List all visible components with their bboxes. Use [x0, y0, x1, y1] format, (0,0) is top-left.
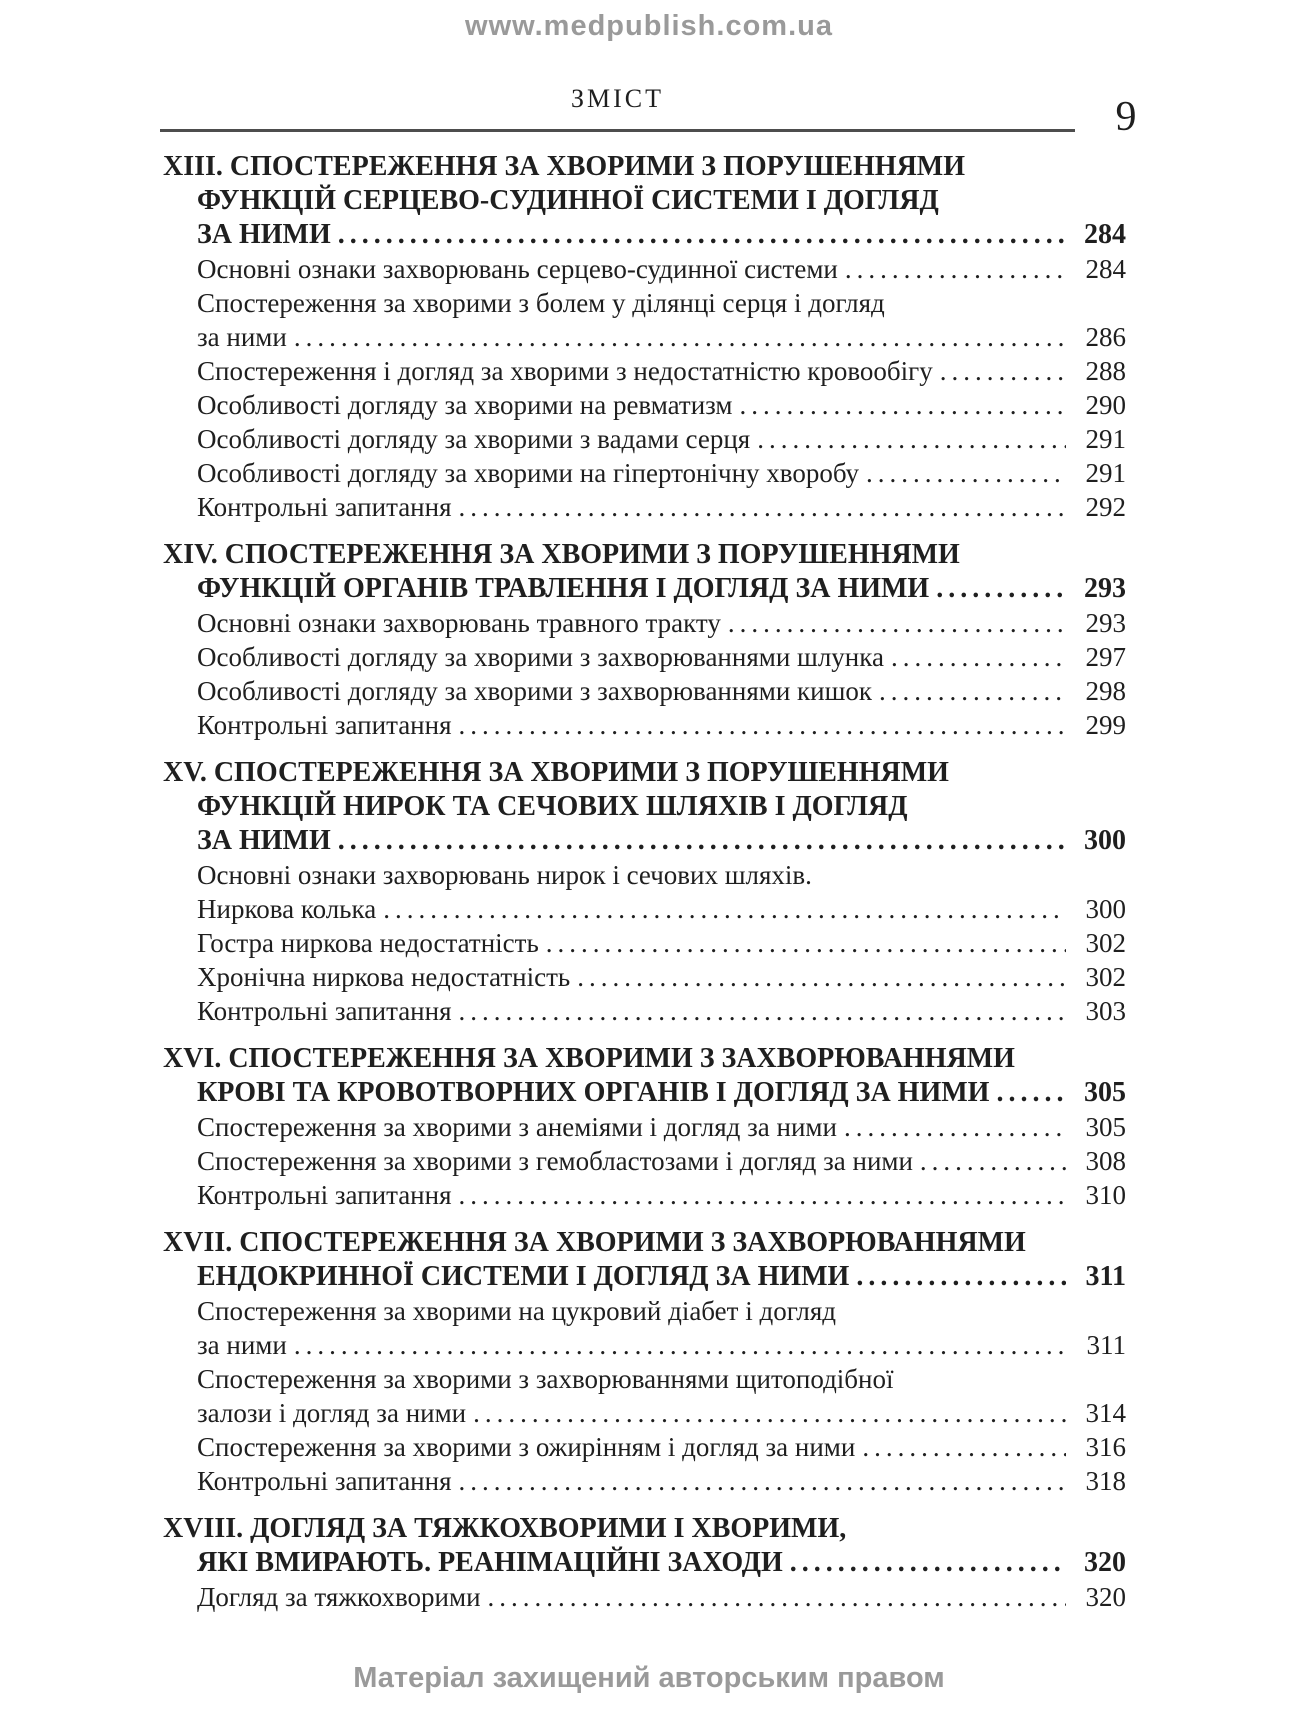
dot-leader — [459, 490, 1067, 524]
toc-entry-text: XIII. СПОСТЕРЕЖЕННЯ ЗА ХВОРИМИ З ПОРУШЕННЯМИ — [163, 151, 965, 182]
toc-page-number: 314 — [1085, 1398, 1126, 1428]
toc-entry — [163, 892, 1126, 926]
toc-entry — [163, 994, 1126, 1028]
toc-entry-text: КРОВІ ТА КРОВОТВОРНИХ ОРГАНІВ І ДОГЛЯД ЗА НИМИ — [197, 1077, 990, 1108]
toc-entry — [163, 1580, 1126, 1614]
toc-entry-text: Спостереження за хворими з захворюваннями щитоподібної — [197, 1364, 894, 1394]
toc-page-number: 291 — [1085, 458, 1126, 488]
dot-leader — [856, 1260, 1066, 1294]
dot-leader — [383, 892, 1066, 926]
toc-entry-text: Контрольні запитання — [197, 492, 452, 522]
toc-entry — [163, 456, 1126, 490]
copyright-watermark-footer: Матеріал захищений авторським правом — [353, 1662, 945, 1694]
dot-leader — [862, 1430, 1066, 1464]
toc-section-heading-line — [163, 824, 1126, 858]
toc-page-number: 305 — [1085, 1112, 1126, 1142]
toc-entry-text: ЗА НИМИ — [197, 825, 331, 856]
publisher-watermark-header: www.medpublish.com.ua — [465, 10, 833, 42]
toc-page-number: 310 — [1085, 1180, 1126, 1210]
toc-section-heading-line — [163, 1042, 1126, 1076]
dot-leader — [844, 1110, 1066, 1144]
dot-leader — [891, 640, 1066, 674]
toc-entry-text: XVI. СПОСТЕРЕЖЕННЯ ЗА ХВОРИМИ З ЗАХВОРЮВАННЯМИ — [163, 1043, 1015, 1074]
toc-entry-text: Особливості догляду за хворими з вадами серця — [197, 424, 751, 454]
toc-entry — [163, 606, 1126, 640]
toc-entry-text: XVII. СПОСТЕРЕЖЕННЯ ЗА ХВОРИМИ З ЗАХВОРЮВАННЯМИ — [163, 1227, 1026, 1258]
toc-entry — [163, 1144, 1126, 1178]
dot-leader — [866, 456, 1066, 490]
toc-entry — [163, 640, 1126, 674]
toc-entry-text: Контрольні запитання — [197, 1466, 452, 1496]
toc-entry-text: Особливості догляду за хворими на гіпертонічну хворобу — [197, 458, 860, 488]
toc-entry — [163, 320, 1126, 354]
toc-page-number: 316 — [1085, 1432, 1126, 1462]
dot-leader — [936, 572, 1066, 606]
dot-leader — [459, 1464, 1067, 1498]
toc-entry-text: XVIII. ДОГЛЯД ЗА ТЯЖКОХВОРИМИ І ХВОРИМИ, — [163, 1513, 847, 1544]
toc-entry — [163, 674, 1126, 708]
dot-leader — [740, 388, 1066, 422]
dot-leader — [996, 1076, 1066, 1110]
toc-entry — [163, 252, 1126, 286]
dot-leader — [294, 1328, 1066, 1362]
toc-section-heading-line — [163, 184, 1126, 218]
toc-entry — [163, 1178, 1126, 1212]
toc-page-number: 302 — [1085, 962, 1126, 992]
toc-entry-text: Основні ознаки захворювань серцево-судинної системи — [197, 254, 838, 284]
toc-section-heading-line — [163, 150, 1126, 184]
dot-leader — [757, 422, 1066, 456]
toc-page-number: 291 — [1085, 424, 1126, 454]
folio-page-number: 9 — [1115, 94, 1137, 140]
toc-entry — [163, 286, 1126, 320]
toc-entry — [163, 1328, 1126, 1362]
toc-page-number: 284 — [1085, 254, 1126, 284]
toc-page-number: 311 — [1085, 1261, 1126, 1292]
dot-leader — [546, 926, 1066, 960]
toc-section-heading-line — [163, 218, 1126, 252]
dot-leader — [459, 708, 1067, 742]
toc-section-heading-line — [163, 1076, 1126, 1110]
toc-page-number: 300 — [1085, 894, 1126, 924]
toc-entry-text: Особливості догляду за хворими з захворюваннями шлунка — [197, 642, 884, 672]
dot-leader — [459, 1178, 1067, 1212]
toc-section-heading-line — [163, 1260, 1126, 1294]
toc-entry-text: ФУНКЦІЙ СЕРЦЕВО-СУДИННОЇ СИСТЕМИ І ДОГЛЯД — [197, 185, 939, 216]
toc-entry-text: Хронічна ниркова недостатність — [197, 962, 571, 992]
toc-page-number: 318 — [1085, 1466, 1126, 1496]
toc-entry-text: Контрольні запитання — [197, 710, 452, 740]
toc-entry-text: Особливості догляду за хворими на ревматизм — [197, 390, 733, 420]
toc-entry-text: XIV. СПОСТЕРЕЖЕННЯ ЗА ХВОРИМИ З ПОРУШЕННЯМИ — [163, 539, 960, 570]
toc-entry-text: ФУНКЦІЙ НИРОК ТА СЕЧОВИХ ШЛЯХІВ І ДОГЛЯД — [197, 791, 908, 822]
dot-leader — [790, 1546, 1066, 1580]
toc-entry-text: Особливості догляду за хворими з захворюваннями кишок — [197, 676, 873, 706]
toc-entry-text: ЯКІ ВМИРАЮТЬ. РЕАНІМАЦІЙНІ ЗАХОДИ — [197, 1547, 783, 1578]
toc-entry — [163, 708, 1126, 742]
toc-page-number: 311 — [1086, 1330, 1126, 1360]
toc-entry-text: Гостра ниркова недостатність — [197, 928, 539, 958]
toc-entry — [163, 1362, 1126, 1396]
toc-page-number: 284 — [1084, 219, 1126, 250]
toc-entry-text: ФУНКЦІЙ ОРГАНІВ ТРАВЛЕННЯ І ДОГЛЯД ЗА НИМИ — [197, 573, 930, 604]
toc-section-heading-line — [163, 1512, 1126, 1546]
dot-leader — [338, 218, 1066, 252]
toc-section-heading-line — [163, 1546, 1126, 1580]
toc-entry — [163, 960, 1126, 994]
dot-leader — [473, 1396, 1066, 1430]
toc-entry — [163, 1430, 1126, 1464]
toc-entry-text: Ниркова колька — [197, 894, 377, 924]
toc-entry-text: Спостереження і догляд за хворими з недостатністю кровообігу — [197, 356, 933, 386]
toc-page-number: 299 — [1085, 710, 1126, 740]
dot-leader — [920, 1144, 1066, 1178]
toc-entry-text: Основні ознаки захворювань травного тракту — [197, 608, 721, 638]
toc-page-number: 300 — [1084, 825, 1126, 856]
toc-entry — [163, 490, 1126, 524]
toc-page-number: 305 — [1084, 1077, 1126, 1108]
toc-entry — [163, 1294, 1126, 1328]
dot-leader — [879, 674, 1066, 708]
toc-entry-text: Основні ознаки захворювань нирок і сечових шляхів. — [197, 860, 812, 890]
toc-page-number: 286 — [1085, 322, 1126, 352]
dot-leader — [488, 1580, 1066, 1614]
toc-page-number: 298 — [1085, 676, 1126, 706]
toc-entry-text: ЗА НИМИ — [197, 219, 331, 250]
toc-page-number: 303 — [1085, 996, 1126, 1026]
toc-section-heading-line — [163, 1226, 1126, 1260]
toc-page-number: 288 — [1085, 356, 1126, 386]
dot-leader — [338, 824, 1066, 858]
toc-entry-text: залози і догляд за ними — [197, 1398, 467, 1428]
toc-entry-text: Спостереження за хворими на цукровий діабет і догляд — [197, 1296, 837, 1326]
toc-entry — [163, 388, 1126, 422]
toc-page-number: 320 — [1085, 1582, 1126, 1612]
toc-entry — [163, 858, 1126, 892]
toc-entry-text: за ними — [197, 1330, 287, 1360]
title-divider-rule — [160, 129, 1075, 132]
dot-leader — [577, 960, 1066, 994]
toc-entry — [163, 354, 1126, 388]
toc-entry — [163, 926, 1126, 960]
toc-entry-text: за ними — [197, 322, 287, 352]
dot-leader — [294, 320, 1066, 354]
toc-list — [163, 150, 1126, 1614]
toc-entry — [163, 422, 1126, 456]
toc-entry-text: Контрольні запитання — [197, 1180, 452, 1210]
toc-page-number: 293 — [1085, 608, 1126, 638]
toc-entry-text: Спостереження за хворими з ожирінням і догляд за ними — [197, 1432, 856, 1462]
toc-page-number: 297 — [1085, 642, 1126, 672]
dot-leader — [459, 994, 1067, 1028]
toc-entry-text: Спостереження за хворими з болем у ділянці серця і догляд — [197, 288, 885, 318]
toc-entry-text: ЕНДОКРИННОЇ СИСТЕМИ І ДОГЛЯД ЗА НИМИ — [197, 1261, 850, 1292]
toc-entry — [163, 1396, 1126, 1430]
dot-leader — [728, 606, 1066, 640]
toc-entry-text: Спостереження за хворими з анеміями і догляд за ними — [197, 1112, 837, 1142]
toc-entry — [163, 1464, 1126, 1498]
toc-section-heading-line — [163, 538, 1126, 572]
toc-page-number: 292 — [1085, 492, 1126, 522]
toc-section-heading-line — [163, 572, 1126, 606]
toc-section-heading-line — [163, 756, 1126, 790]
toc-page-number: 320 — [1084, 1547, 1126, 1578]
dot-leader — [940, 354, 1066, 388]
toc-page-number: 290 — [1085, 390, 1126, 420]
toc-entry-text: Спостереження за хворими з гемобластозами і догляд за ними — [197, 1146, 913, 1176]
toc-page-number: 308 — [1085, 1146, 1126, 1176]
toc-section-heading-line — [163, 790, 1126, 824]
toc-entry-text: XV. СПОСТЕРЕЖЕННЯ ЗА ХВОРИМИ З ПОРУШЕННЯМИ — [163, 757, 949, 788]
toc-entry-text: Догляд за тяжкохворими — [197, 1582, 481, 1612]
toc-page-number: 293 — [1084, 573, 1126, 604]
page-title: ЗМІСТ — [570, 84, 665, 113]
toc-entry — [163, 1110, 1126, 1144]
toc-entry-text: Контрольні запитання — [197, 996, 452, 1026]
toc-page-number: 302 — [1085, 928, 1126, 958]
dot-leader — [845, 252, 1066, 286]
